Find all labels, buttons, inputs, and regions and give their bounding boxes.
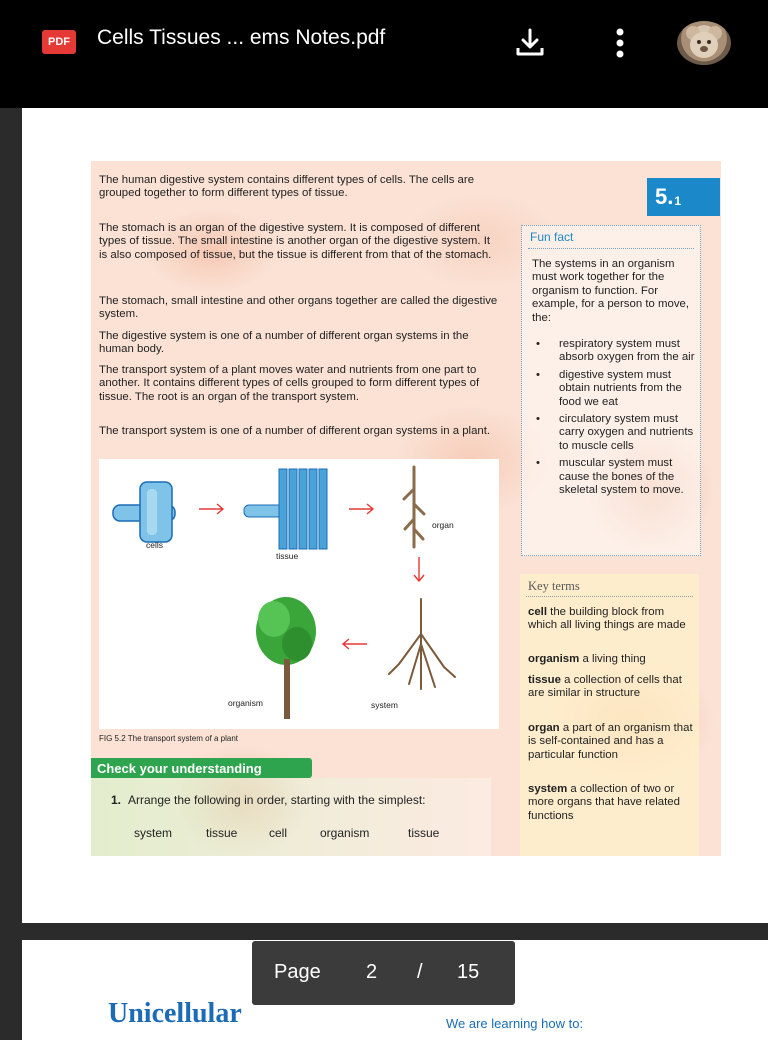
answer-word: tissue xyxy=(206,826,238,840)
fun-fact-box xyxy=(521,225,701,556)
scanned-textbook-page xyxy=(91,161,721,856)
list-item: • respiratory system must absorb oxygen from the air xyxy=(532,338,696,365)
document-title: Cells Tissues ... ems Notes.pdf xyxy=(97,26,386,49)
key-term xyxy=(528,606,696,633)
answer-word: tissue xyxy=(408,826,440,840)
list-item: • digestive system must obtain nutrients from the food we eat xyxy=(532,369,696,409)
paragraph: The human digestive system contains different types of cells. The cells are grouped together to form different types of tissue. xyxy=(99,174,475,200)
section-number: 5. xyxy=(655,184,674,209)
divider xyxy=(528,248,694,249)
key-term xyxy=(528,783,696,823)
page-label: Page xyxy=(274,961,321,983)
term: organism xyxy=(528,653,580,665)
answer-word: cell xyxy=(269,826,288,840)
paragraph: The stomach, small intestine and other organs together are called the digestive system. xyxy=(99,295,498,321)
key-term xyxy=(528,674,696,701)
question-number: 1. xyxy=(111,793,122,807)
next-page-subtitle: We are learning how to: xyxy=(446,1016,584,1031)
transport-system-figure xyxy=(99,459,499,729)
term: system xyxy=(528,783,568,795)
paragraph: The stomach is an organ of the digestive system. It is composed of different types of tissue. The small intestine is another organ of the digestive system. It is also composed of tissue, but the tissue is different from that of the stomach. xyxy=(99,222,492,261)
fun-fact-title: Fun fact xyxy=(530,230,574,244)
page-separator: / xyxy=(417,961,423,983)
definition: a collection of cells that are similar in structure xyxy=(528,674,682,700)
download-icon[interactable] xyxy=(512,26,548,60)
list-item: • muscular system must cause the bones of the skeletal system to move. xyxy=(532,457,696,497)
user-avatar[interactable] xyxy=(677,21,731,65)
divider xyxy=(526,596,693,597)
answer-word: organism xyxy=(320,826,370,840)
section-subnumber: 1 xyxy=(674,194,682,208)
pdf-file-icon xyxy=(42,30,76,54)
definition: a living thing xyxy=(579,653,646,665)
fun-fact-list xyxy=(532,338,696,501)
key-term xyxy=(528,722,696,762)
list-item: • circulatory system must carry oxygen and nutrients to muscle cells xyxy=(532,413,696,453)
key-term xyxy=(528,653,696,666)
more-vert-glyph xyxy=(605,25,635,61)
diagram-label-organism: organism xyxy=(228,698,263,708)
key-terms-box xyxy=(520,574,699,856)
teddy-bear-icon xyxy=(677,21,731,65)
total-pages: 15 xyxy=(457,961,480,983)
answer-word: system xyxy=(134,826,173,840)
section-badge xyxy=(647,178,720,216)
check-understanding-box xyxy=(91,778,491,856)
definition: the building block from which all living things are made xyxy=(528,606,686,632)
diagram-label-cells: cells xyxy=(146,540,164,550)
download-icon-glyph xyxy=(512,26,548,60)
fun-fact-intro: The systems in an organism must work together for the organism to function. For example, for a person to move, the: xyxy=(532,258,690,324)
current-page: 2 xyxy=(366,961,378,983)
term: tissue xyxy=(528,674,561,686)
transport-system-diagram xyxy=(99,459,499,729)
paragraph: The transport system of a plant moves water and nutrients from one part to another. It contains different types of cells grouped to form different types of tissue. The root is an organ of the transport system. xyxy=(99,364,480,403)
diagram-label-system: system xyxy=(371,700,398,710)
key-terms-title: Key terms xyxy=(528,579,580,593)
term: cell xyxy=(528,606,547,618)
pdf-badge-label: PDF xyxy=(48,36,70,48)
check-understanding-header: Check your understanding xyxy=(91,758,312,778)
term: organ xyxy=(528,722,560,734)
more-vert-icon[interactable] xyxy=(605,25,635,61)
definition: a collection of two or more organs that have related functions xyxy=(528,783,680,822)
figure-caption: FIG 5.2 The transport system of a plant xyxy=(99,734,239,743)
diagram-label-organ: organ xyxy=(432,520,454,530)
paragraph: The transport system is one of a number of different organ systems in a plant. xyxy=(99,425,491,437)
definition: a part of an organism that is self-contained and has a particular function xyxy=(528,722,693,761)
page-indicator xyxy=(252,941,515,1005)
pdf-page xyxy=(22,108,768,923)
diagram-label-tissue: tissue xyxy=(276,551,299,561)
pdf-viewer[interactable] xyxy=(0,108,768,1031)
question-text: Arrange the following in order, starting with the simplest: xyxy=(128,793,426,807)
app-bar xyxy=(0,0,768,108)
next-page-title: Unicellular xyxy=(108,998,242,1029)
paragraph: The digestive system is one of a number of different organ systems in the human body. xyxy=(99,330,469,356)
